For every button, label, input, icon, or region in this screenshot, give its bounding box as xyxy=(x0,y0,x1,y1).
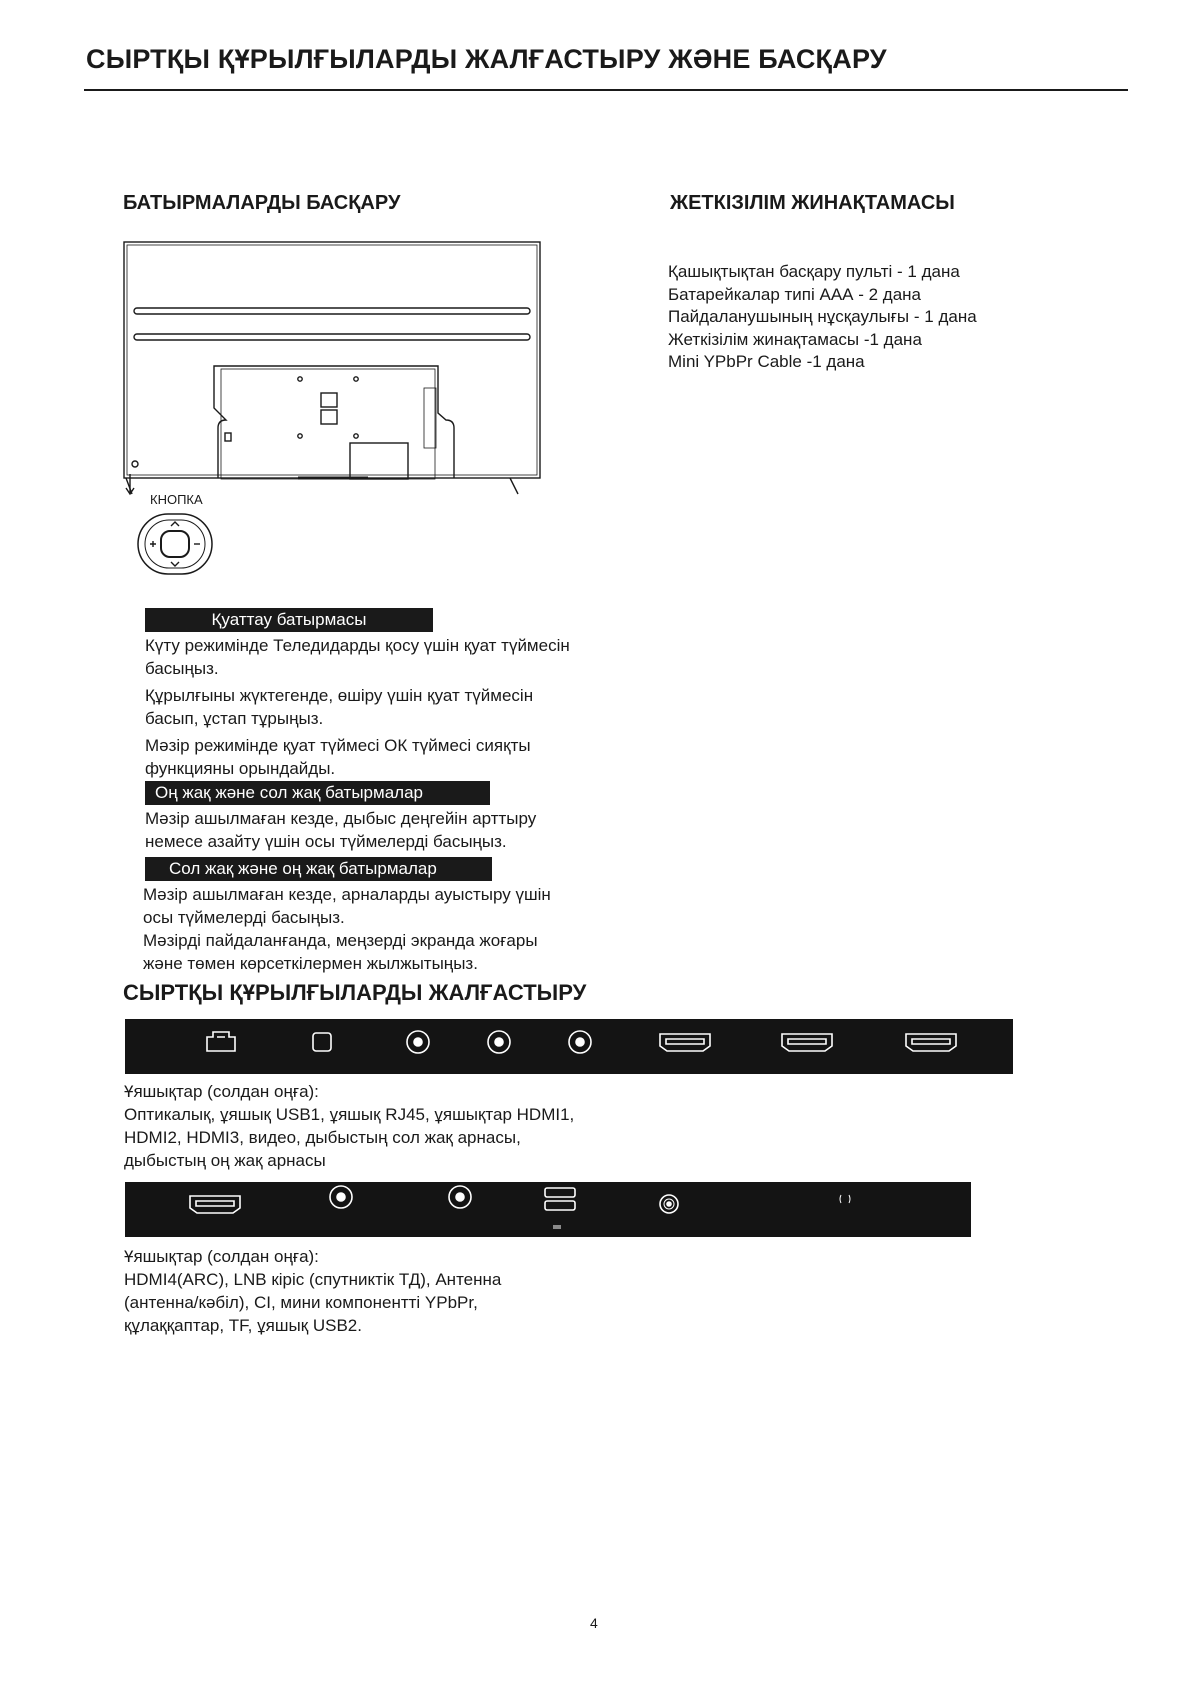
package-list xyxy=(668,261,977,374)
package-item: Қашықтықтан басқару пульті - 1 дана xyxy=(668,262,960,281)
tv-rear-illustration xyxy=(118,238,548,500)
title-underline xyxy=(84,89,1128,91)
package-item: Mini YPbPr Cable -1 дана xyxy=(668,352,865,371)
right-left-buttons-label: Оң жақ және сол жақ батырмалар xyxy=(145,781,490,805)
package-item: Пайдаланушының нұсқаулығы - 1 дана xyxy=(668,307,977,326)
port-panel-2 xyxy=(125,1182,971,1237)
right-left-description: Мәзір ашылмаған кезде, дыбыс деңгейін арттыру немесе азайту үшін осы түймелерді басыңыз. xyxy=(145,809,537,851)
panel2-description: Ұяшықтар (солдан оңға): HDMI4(ARC), LNB кіріс (спутниктік ТД), Антенна (антенна/кәбіл), CI, мини компонентті YPbPr, құлаққаптар, TF, ұяшық USB2. xyxy=(124,1247,502,1335)
left-right-description: Мәзір ашылмаған кезде, арналарды ауыстыру үшін осы түймелерді басыңыз. Мәзірді пайдаланғанда, меңзерді экранда жоғары және төмен көрсеткілермен жылжытыңыз. xyxy=(143,885,551,973)
button-label: КНОПКА xyxy=(150,492,203,507)
connect-heading: СЫРТҚЫ ҚҰРЫЛҒЫЛАРДЫ ЖАЛҒАСТЫРУ xyxy=(123,980,587,1005)
joystick-button-icon xyxy=(136,510,216,578)
power-button-label: Қуаттау батырмасы xyxy=(145,608,433,632)
tv-rail-top xyxy=(134,308,530,314)
package-heading: ЖЕТКІЗІЛІМ ЖИНАҚТАМАСЫ xyxy=(670,192,955,214)
tv-body-outline xyxy=(124,242,540,478)
mount-square-2 xyxy=(321,410,337,424)
package-item: Батарейкалар типі ААА - 2 дана xyxy=(668,284,922,304)
page-number: 4 xyxy=(590,1615,598,1631)
panel1-description: Ұяшықтар (солдан оңға): Оптикалық, ұяшық USB1, ұяшық RJ45, ұяшықтар HDMI1, HDMI2, HDMI3, видео, дыбыстың сол жақ арнасы, дыбыстың оң жақ арнасы xyxy=(124,1082,575,1170)
buttons-heading: БАТЫРМАЛАРДЫ БАСҚАРУ xyxy=(123,192,401,214)
page-title: СЫРТҚЫ ҚҰРЫЛҒЫЛАРДЫ ЖАЛҒАСТЫРУ ЖӘНЕ БАСҚАРУ xyxy=(86,44,887,74)
port-panel-1 xyxy=(125,1019,1013,1074)
power-description: Күту режимінде Теледидарды қосу үшін қуат түймесін басыңыз. Құрылғыны жүктегенде, өшіру үшін қуат түймесін басып, ұстап тұрыңыз. Мәзір режимінде қуат түймесі ОК түймесі сияқты функцияны орындайды. xyxy=(145,636,570,778)
package-item: Жеткізілім жинақтамасы -1 дана xyxy=(668,329,922,349)
arrow-down-icon xyxy=(126,474,134,494)
io-cover xyxy=(350,443,408,479)
left-right-buttons-label: Сол жақ және оң жақ батырмалар xyxy=(145,857,492,881)
mount-square-1 xyxy=(321,393,337,407)
tv-rail-bottom xyxy=(134,334,530,340)
